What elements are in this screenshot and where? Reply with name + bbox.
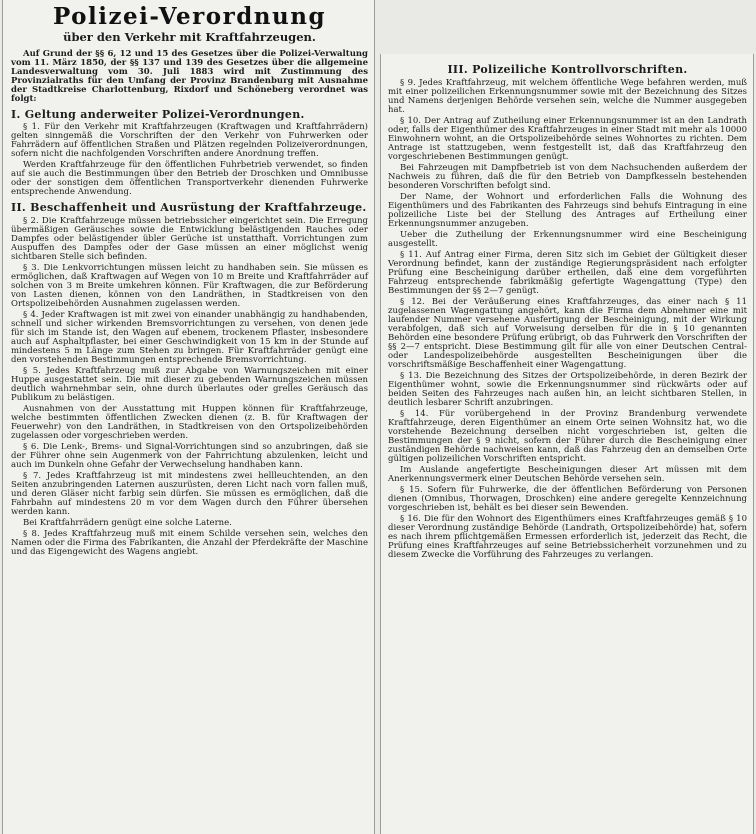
paragraph: Bei Fahrzeugen mit Dampfbetrieb ist von dem Nachsuchenden außerdem der Nachweis zu führen, daß die für den Betrieb von Dampfkesseln bestehenden besonderen Vorschriften befolgt sind. <box>388 162 747 191</box>
page-title: Polizei-Verordnung <box>52 3 327 30</box>
paragraph: Ausnahmen von der Ausstattung mit Huppen können für Kraftfahrzeuge, welche bestimmten öffentlichen Zwecken dienen (z. B. für Kraftwagen der Feuerwehr) von den Landräthen, in Stadtkreisen von den Ortspolizeibehörden zugelassen oder vorgeschrieben werden. <box>11 403 368 441</box>
paragraph: Ueber die Zutheilung der Erkennungsnummer wird eine Bescheinigung ausgestellt. <box>388 229 747 249</box>
paragraph: Im Auslande angefertigte Bescheinigungen dieser Art müssen mit dem Anerkennungsvermerk einer Deutschen Behörde versehen sein. <box>388 464 747 484</box>
paragraph: § 8. Jedes Kraftfahrzeug muß mit einem Schilde versehen sein, welches den Namen oder die Firma des Fabrikanten, die Anzahl der Pferdekräfte der Maschine und das Eigengewicht des Wagens angiebt. <box>11 528 368 557</box>
left-column <box>2 0 375 834</box>
paragraph: § 9. Jedes Kraftfahrzeug, mit welchem öffentliche Wege befahren werden, muß mit einer polizeilichen Erkennungsnummer sowie mit der Bezeichnung des Sitzes und Namens derjenigen Behörde versehen sein, welche die Nummer ausgegeben hat. <box>388 77 747 115</box>
paragraph: § 11. Auf Antrag einer Firma, deren Sitz sich im Gebiet der Gültigkeit dieser Verordnung befindet, kann der zuständige Regierungspräsident nach erfolgter Prüfung eine Bescheinigung darüber ertheilen, daß eine dem vorgeführten Fahrzeug entsprechende fabrikmäßig gefertigte Wagengattung (Type) den Bestimmungen der §§ 2—7 genügt. <box>388 249 747 296</box>
paragraph: § 2. Die Kraftfahrzeuge müssen betriebssicher eingerichtet sein. Die Erregung übermäßigen Geräusches sowie die Entwicklung belästigenden Rauches oder Dampfes oder belästigender übler Gerüche ist unstatthaft. Vorrichtungen zum Auspuffen des Dampfes oder der Gase müssen an einer möglichst wenig sichtbaren Stelle sich befinden. <box>11 215 368 262</box>
paragraph: § 3. Die Lenkvorrichtungen müssen leicht zu handhaben sein. Sie müssen es ermöglichen, daß Kraftwagen auf Wegen von 10 m Breite und Kraftfahrräder auf solchen von 3 m Breite umkehren können. Für Kraftwagen, die zur Beförderung von Lasten dienen, können von den Landräthen, in Stadtkreisen von den Ortspolizeibehörden Ausnahmen zugelassen werden. <box>11 262 368 309</box>
paragraph: § 16. Die für den Wohnort des Eigenthümers eines Kraftfahrzeuges gemäß § 10 dieser Verordnung zuständige Behörde (Landrath, Ortspolizeibehörde) hat, sofern es nach ihrem pflichtgemäßen Ermessen erforderlich ist, jederzeit das Recht, die Prüfung eines Kraftfahrzeuges auf seine Betriebssicherheit vorzunehmen und zu diesem Zwecke die Vorführung des Fahrzeuges zu verlangen. <box>388 513 747 560</box>
section-heading-1: I. Geltung anderweiter Polizei-Verordnungen. <box>11 107 305 121</box>
paragraph: § 6. Die Lenk-, Brems- und Signal-Vorrichtungen sind so anzubringen, daß sie der Führer ohne sein Augenmerk von der Fahrrichtung abzulenken, leicht und auch im Dunkeln ohne Gefahr der Verwechselung handhaben kann. <box>11 441 368 470</box>
paragraph: § 10. Der Antrag auf Zutheilung einer Erkennungsnummer ist an den Landrath oder, falls der Eigenthümer des Kraftfahrzeuges in einer Stadt mit mehr als 10000 Einwohnern wohnt, an die Ortspolizeibehörde seines Wohnortes zu richten. Dem Antrage ist stattzugeben, wenn festgestellt ist, daß das Kraftfahrzeug den vorgeschriebenen Bestimmungen genügt. <box>388 115 747 162</box>
section-heading-3: III. Polizeiliche Kontrollvorschriften. <box>447 63 688 76</box>
right-column <box>380 54 754 834</box>
paragraph: § 7. Jedes Kraftfahrzeug ist mit mindestens zwei hellleuchtenden, an den Seiten anzubringenden Laternen auszurüsten, deren Licht nach vorn fallen muß, und deren Gläser nicht farbig sein dürfen. Sie müssen es ermöglichen, daß die Fahrbahn auf mindestens 20 m vor dem Wagen durch den Führer übersehen werden kann. <box>11 470 368 517</box>
section-heading-2: II. Beschaffenheit und Ausrüstung der Kraftfahrzeuge. <box>11 201 367 215</box>
paragraph: § 14. Für vorübergehend in der Provinz Brandenburg verwendete Kraftfahrzeuge, deren Eigenthümer an einem Orte seinen Wohnsitz hat, wo die vorstehende Bezeichnung derselben nicht vorgeschrieben ist, gelten die Bestimmungen der § 9 nicht, sofern der Führer durch die Bescheinigung einer zuständigen Behörde nachweisen kann, daß das Fahrzeug den an demselben Orte gültigen polizeilichen Vorschriften entspricht. <box>388 408 747 464</box>
paragraph: § 1. Für den Verkehr mit Kraftfahrzeugen (Kraftwagen und Kraftfahrrädern) gelten sinngemäß die Vorschriften der den Verkehr von Fuhrwerken oder Fahrrädern auf öffentlichen Straßen und Plätzen regelnden Polizeiverordnungen, sofern nicht die nachfolgenden Vorschriften andere Anordnung treffen. <box>11 122 368 160</box>
paragraph: § 13. Die Bezeichnung des Sitzes der Ortspolizeibehörde, in deren Bezirk der Eigenthümer wohnt, sowie die Erkennungsnummer sind rückwärts oder auf beiden Seiten des Fahrzeuges nach außen hin, an leicht sichtbaren Stellen, in deutlich lesbarer Schrift anzubringen. <box>388 370 747 408</box>
paragraph: § 4. Jeder Kraftwagen ist mit zwei von einander unabhängig zu handhabenden, schnell und sicher wirkenden Bremsvorrichtungen zu versehen, von denen jede für sich im Stande ist, den Wagen auf ebenem, trockenem Pflaster, insbesondere auch auf Asphaltpflaster, bei einer Geschwindigkeit von 15 km in der Stunde auf mindestens 5 m Länge zum Stehen zu bringen. Für Kraftfahrräder genügt eine den vorstehenden Bestimmungen entsprechende Bremsvorrichtung. <box>11 309 368 365</box>
intro-paragraph: Auf Grund der §§ 6, 12 und 15 des Gesetzes über die Polizei-Verwaltung vom 11. März 1850, der §§ 137 und 139 des Gesetzes über die allgemeine Landesverwaltung vom 30. Juli 1883 wird mit Zustimmung des Provinzialraths für den Umfang der Provinz Brandenburg mit Ausnahme der Stadtkreise Charlottenburg, Rixdorf und Schöneberg verordnet was folgt: <box>11 48 368 104</box>
paragraph: § 12. Bei der Veräußerung eines Kraftfahrzeuges, das einer nach § 11 zugelassenen Wagengattung angehört, kann die Firma dem Abnehmer eine mit laufender Nummer versehene Ausfertigung der Bescheinigung, mit der Wirkung verabfolgen, daß sich auf Vorweisung derselben für die in § 10 genannten Behörden eine besondere Prüfung erübrigt, ob das Fuhrwerk den Vorschriften der §§ 2—7 entspricht. Diese Bestimmung gilt für alle von einer Deutschen Central- oder Landespolizeibehörde ausgestellten Bescheinigungen über die vorschriftsmäßige Beschaffenheit einer Wagengattung. <box>388 296 747 370</box>
paragraph: Der Name, der Wohnort und erforderlichen Falls die Wohnung des Eigenthümers und des Fabrikanten des Fahrzeugs sind behufs Eintragung in eine polizeiliche Liste bei der Stellung des Antrages auf Ertheilung einer Erkennungsnummer anzugeben. <box>388 191 747 229</box>
page-subtitle: über den Verkehr mit Kraftfahrzeugen. <box>63 30 316 45</box>
paragraph: § 5. Jedes Kraftfahrzeug muß zur Abgabe von Warnungszeichen mit einer Huppe ausgestattet sein. Die mit dieser zu gebenden Warnungszeichen müssen deutlich wahrnehmbar sein, ohne durch überlautes oder grelles Geräusch das Publikum zu belästigen. <box>11 365 368 403</box>
paragraph: Werden Kraftfahrzeuge für den öffentlichen Fuhrbetrieb verwendet, so finden auf sie auch die Bestimmungen über den Betrieb der Droschken und Omnibusse oder der sonstigen dem öffentlichen Transportverkehr dienenden Fuhrwerke entsprechende Anwendung. <box>11 160 368 198</box>
paragraph: § 15. Sofern für Fuhrwerke, die der öffentlichen Beförderung von Personen dienen (Omnibus, Thorwagen, Droschken) eine andere geregelte Kennzeichnung vorgeschrieben ist, behält es bei dieser sein Bewenden. <box>388 484 747 513</box>
paragraph: Bei Kraftfahrrädern genügt eine solche Laterne. <box>23 517 232 528</box>
